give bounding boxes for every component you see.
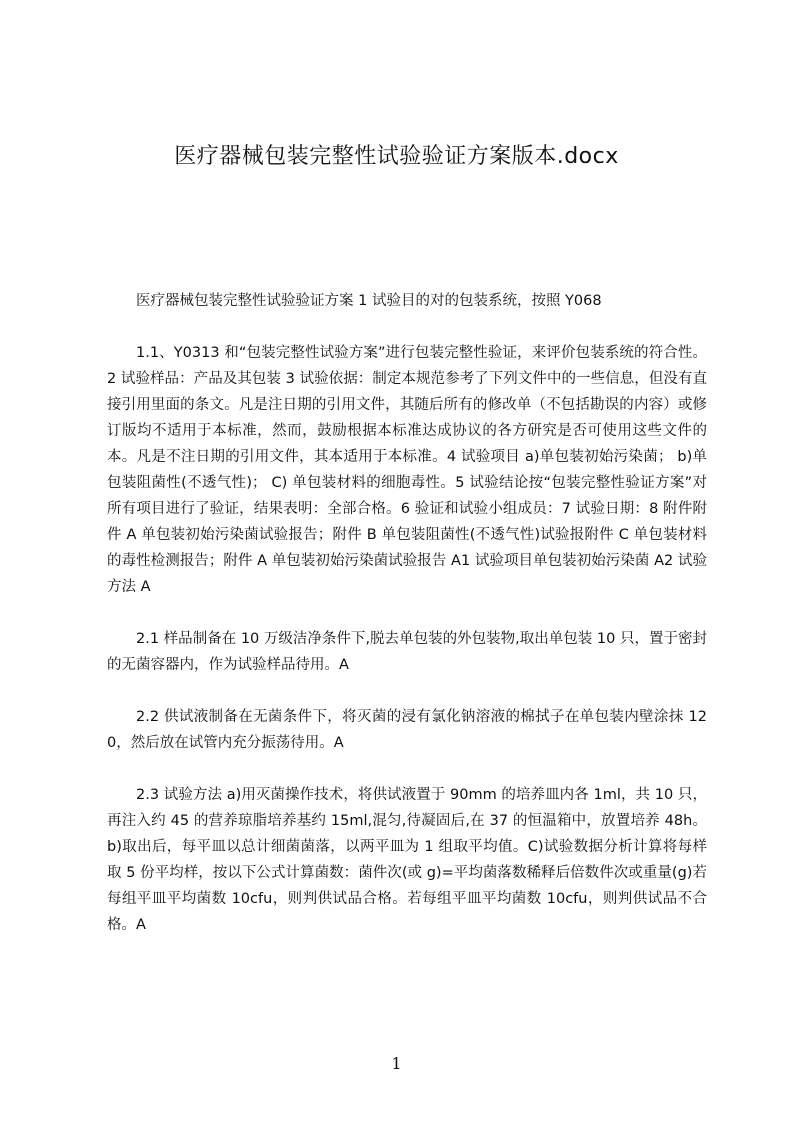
document-title: 医疗器械包装完整性试验验证方案版本.docx <box>174 144 619 169</box>
paragraph-1-1: 1.1、Y0313 和“包装完整性试验方案”进行包装完整性验证，来评价包装系统的符合性。2 试验样品：产品及其包装 3 试验依据：制定本规范参考了下列文件中的一些信息，但没有直接引用里面的条文。凡是注日期的引用文件，其随后所有的修改单（不包括勘误的内容）或修订版均不适用于本标准，然而，鼓励根据本标准达成协议的各方研究是否可使用这些文件的本。凡是不注日期的引用文件，其本适用于本标准。4 试验项目 a)单包装初始污染菌； b)单包装阻菌性(不透气性)； C) 单包装材料的细胞毒性。5 试验结论按“包装完整性验证方案”对所有项目进行了验证，结果表明：全部合格。6 验证和试验小组成员：7 试验日期：8 附件附件 A 单包装初始污染菌试验报告；附件 B 单包装阻菌性(不透气性)试验报附件 C 单包装材料的毒性检测报告；附件 A 单包装初始污染菌试验报告 A1 试验项目单包装初始污染菌 A2 试验方法 A <box>107 345 707 595</box>
document-body <box>107 288 707 964</box>
paragraph-intro: 医疗器械包装完整性试验验证方案 1 试验目的对的包装系统，按照 Y068 <box>136 293 602 309</box>
paragraph-2-3: 2.3 试验方法 a)用灭菌操作技术，将供试液置于 90mm 的培养皿内各 1ml，共 10 只，再注入约 45 的营养琼脂培养基约 15ml,混匀,待凝固后,在 37 的恒温箱中，放置培养 48h。b)取出后，每平皿以总计细菌菌落，以两平皿为 1 组取平均值。C)试验数据分析计算将每样取 5 份平均样，按以下公式计算菌数：菌件次(或 g)=平均菌落数稀释后倍数件次或重量(g)若每组平皿平均菌数 10cfu，则判供试品合格。若每组平皿平均菌数 10cfu，则判供试品不合格。A <box>107 787 707 933</box>
paragraph-2-2: 2.2 供试液制备在无菌条件下，将灭菌的浸有氯化钠溶液的棉拭子在单包装内壁涂抹 120，然后放在试管内充分振荡待用。A <box>107 709 707 751</box>
page-number: 1 <box>391 1054 402 1073</box>
paragraph-2-1: 2.1 样品制备在 10 万级洁净条件下,脱去单包装的外包装物,取出单包装 10 只，置于密封的无菌容器内，作为试验样品待用。A <box>107 631 707 673</box>
